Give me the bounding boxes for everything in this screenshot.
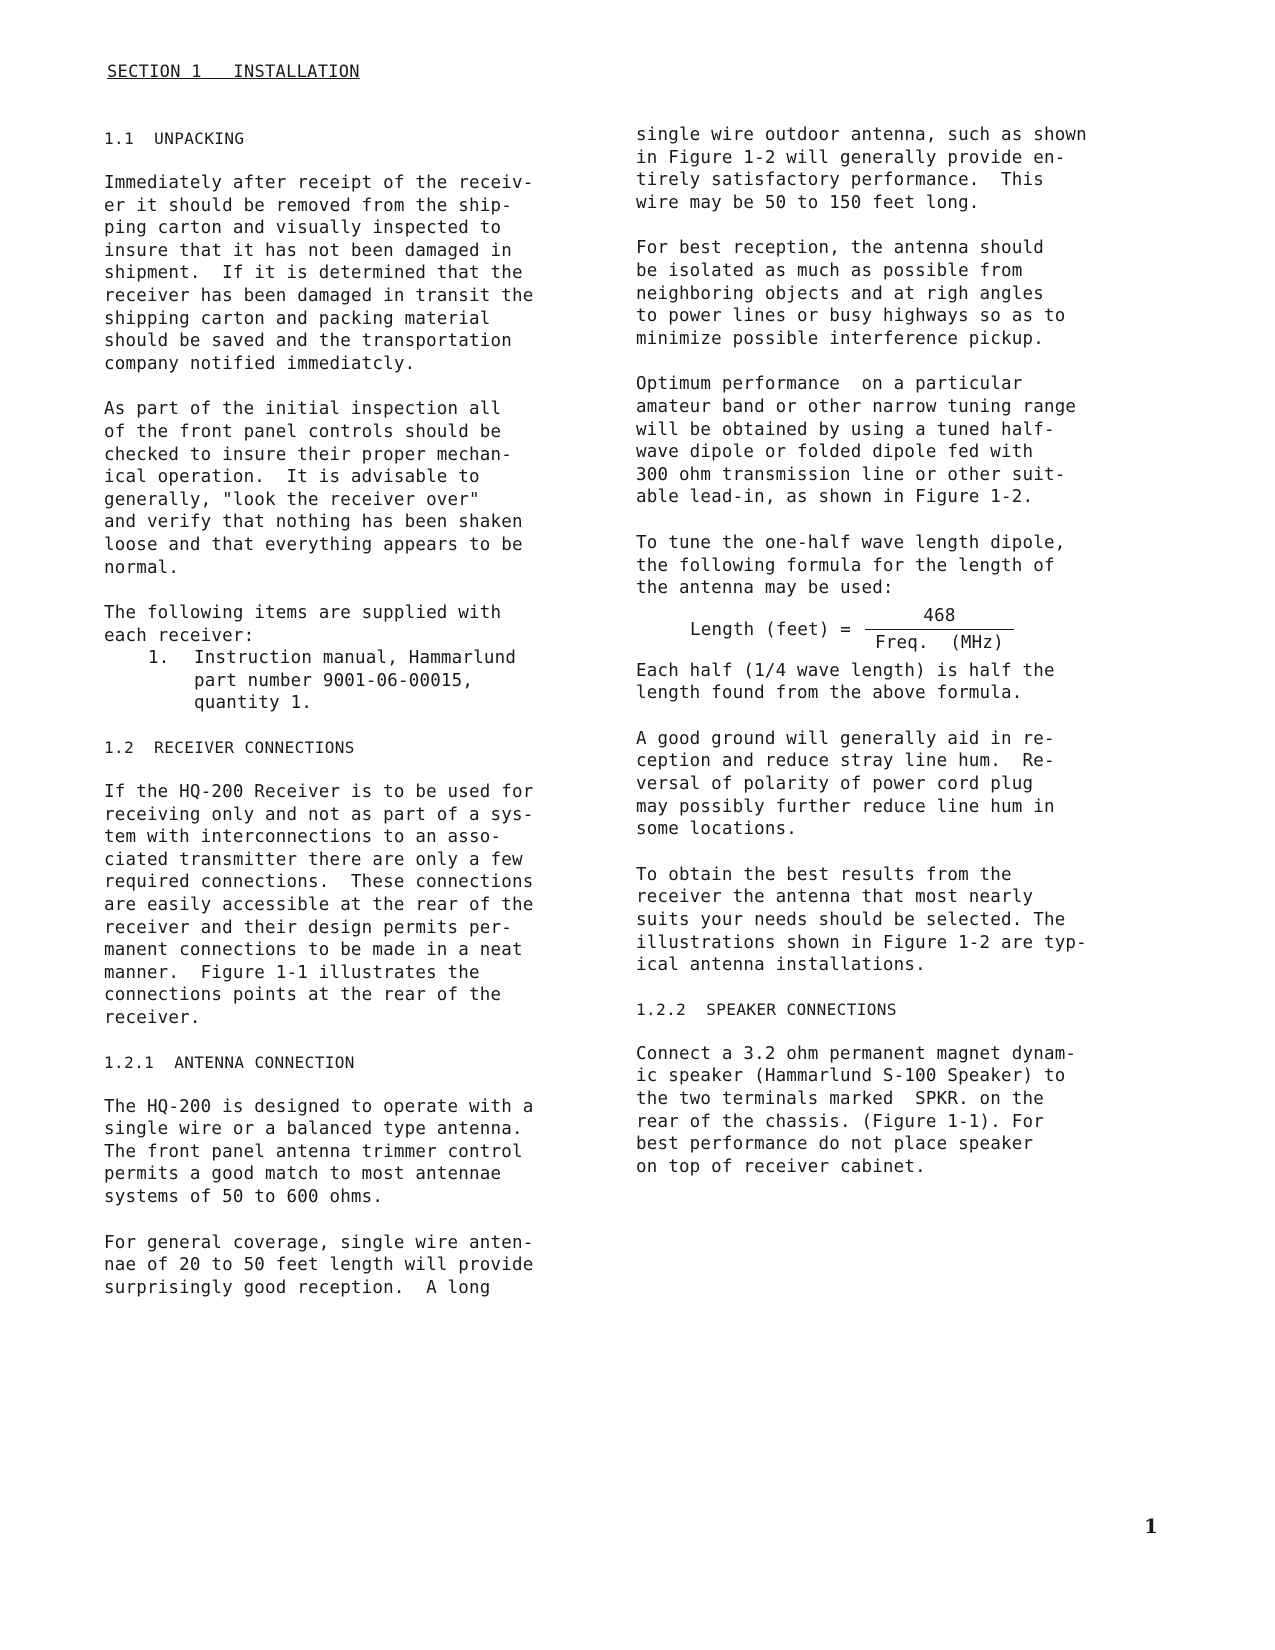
text-line: The front panel antenna trimmer control — [104, 1141, 523, 1162]
text-line: able lead-in, as shown in Figure 1-2. — [636, 487, 1034, 508]
text-line: ical antenna installations. — [636, 955, 926, 976]
text-line: checked to insure their proper mechan- — [104, 444, 512, 465]
text-line: For general coverage, single wire anten- — [104, 1232, 534, 1253]
text-line: each receiver: — [104, 625, 255, 646]
paragraph-right-3 — [636, 373, 1176, 509]
text-line: quantity 1. — [194, 693, 313, 714]
text-line: the antenna may be used: — [636, 578, 894, 599]
heading-speaker-connections: 1.2.2 SPEAKER CONNECTIONS — [636, 999, 897, 1019]
text-line: are easily accessible at the rear of the — [104, 895, 534, 916]
text-line: 300 ohm transmission line or other suit- — [636, 464, 1066, 485]
length-formula — [690, 600, 1176, 660]
paragraph-unpacking-1 — [104, 172, 644, 375]
text-line: should be saved and the transportation — [104, 331, 512, 352]
text-line: receiver the antenna that most nearly — [636, 887, 1034, 908]
text-line: best performance do not place speaker — [636, 1134, 1034, 1155]
text-line: ical operation. It is advisable to — [104, 467, 480, 488]
paragraph-right-7 — [636, 864, 1176, 977]
text-line: To obtain the best results from the — [636, 864, 1012, 885]
text-line: nae of 20 to 50 feet length will provide — [104, 1255, 534, 1276]
text-line: suits your needs should be selected. The — [636, 910, 1066, 931]
text-line: ciated transmitter there are only a few — [104, 849, 523, 870]
paragraph-right-6 — [636, 728, 1176, 841]
text-line: Immediately after receipt of the receiv- — [104, 173, 534, 193]
text-line: The following items are supplied with — [104, 603, 502, 624]
text-line: required connections. These connections — [104, 872, 534, 893]
paragraph-right-5 — [636, 660, 1176, 705]
text-line: to power lines or busy highways so as to — [636, 306, 1066, 327]
text-line: normal. — [104, 557, 180, 578]
text-line: receiver. — [104, 1008, 201, 1028]
section-title: SECTION 1 INSTALLATION — [107, 62, 360, 82]
text-line: shipping carton and packing material — [104, 308, 491, 329]
text-line: surprisingly good reception. A long — [104, 1277, 491, 1298]
text-line: wire may be 50 to 150 feet long. — [636, 192, 980, 213]
text-line: A good ground will generally aid in re- — [636, 728, 1055, 749]
formula-fraction — [865, 606, 1014, 653]
heading-antenna-connection: 1.2.1 ANTENNA CONNECTION — [104, 1052, 355, 1072]
text-line: The HQ-200 is designed to operate with a — [104, 1096, 534, 1117]
text-line: the following formula for the length of — [636, 555, 1055, 576]
text-line: Instruction manual, Hammarlund — [194, 648, 517, 669]
text-line: If the HQ-200 Receiver is to be used for — [104, 782, 534, 803]
text-line: tem with interconnections to an asso- — [104, 827, 502, 848]
text-line: wave dipole or folded dipole fed with — [636, 442, 1034, 463]
text-line: er it should be removed from the ship- — [104, 195, 512, 216]
text-line: connections points at the rear of the — [104, 985, 502, 1006]
list-item-number: 1. — [148, 648, 170, 669]
text-line: systems of 50 to 600 ohms. — [104, 1186, 384, 1207]
text-line: minimize possible interference pickup. — [636, 328, 1044, 349]
text-line: manner. Figure 1-1 illustrates the — [104, 962, 480, 983]
text-line: company notified immediatcly. — [104, 353, 416, 374]
text-line: some locations. — [636, 819, 798, 840]
paragraph-unpacking-2 — [104, 398, 644, 579]
text-line: tirely satisfactory performance. This — [636, 170, 1044, 191]
paragraph-receiver-connections — [104, 781, 644, 1030]
text-line: Optimum performance on a particular — [636, 374, 1023, 395]
text-line: ic speaker (Hammarlund S-100 Speaker) to — [636, 1066, 1066, 1087]
paragraph-antenna-connection-1 — [104, 1096, 644, 1209]
text-line: For best reception, the antenna should — [636, 238, 1044, 259]
heading-unpacking: 1.1 UNPACKING — [104, 129, 245, 148]
paragraph-speaker-connections — [636, 1043, 1176, 1179]
page-number: 1 — [1144, 1514, 1158, 1538]
text-line: receiver has been damaged in transit the — [104, 285, 534, 306]
text-line: permits a good match to most antennae — [104, 1164, 502, 1185]
text-line: neighboring objects and at righ angles — [636, 283, 1044, 304]
text-line: ception and reduce stray line hum. Re- — [636, 751, 1055, 772]
text-line: Each half (1/4 wave length) is half the — [636, 660, 1055, 681]
paragraph-right-4 — [636, 532, 1176, 600]
formula-denominator: Freq. (MHz) — [865, 629, 1014, 653]
text-line: of the front panel controls should be — [104, 421, 502, 442]
list-item — [104, 647, 644, 715]
text-line: on top of receiver cabinet. — [636, 1156, 926, 1177]
paragraph-right-1 — [636, 124, 1176, 214]
text-line: be isolated as much as possible from — [636, 260, 1023, 281]
text-line: manent connections to be made in a neat — [104, 940, 523, 961]
text-line: illustrations shown in Figure 1-2 are typ- — [636, 932, 1087, 953]
text-line: and verify that nothing has been shaken — [104, 512, 523, 533]
text-line: will be obtained by using a tuned half- — [636, 419, 1055, 440]
text-line: part number 9001-06-00015, — [194, 670, 474, 691]
paragraph-unpacking-3 — [104, 602, 644, 647]
text-line: loose and that everything appears to be — [104, 534, 523, 555]
text-line: ping carton and visually inspected to — [104, 218, 502, 239]
text-line: receiver and their design permits per- — [104, 917, 512, 938]
text-line: single wire or a balanced type antenna. — [104, 1119, 523, 1140]
paragraph-right-2 — [636, 237, 1176, 350]
text-line: amateur band or other narrow tuning range — [636, 396, 1077, 417]
text-line: versal of polarity of power cord plug — [636, 774, 1034, 795]
formula-numerator: 468 — [923, 606, 956, 627]
left-column — [104, 128, 644, 1299]
text-line: insure that it has not been damaged in — [104, 240, 512, 261]
text-line: in Figure 1-2 will generally provide en- — [636, 147, 1066, 168]
list-item-text — [194, 647, 516, 715]
text-line: shipment. If it is determined that the — [104, 263, 523, 284]
heading-receiver-connections: 1.2 RECEIVER CONNECTIONS — [104, 738, 355, 758]
paragraph-antenna-connection-2 — [104, 1232, 644, 1300]
text-line: single wire outdoor antenna, such as shown — [636, 125, 1087, 145]
text-line: the two terminals marked SPKR. on the — [636, 1089, 1044, 1109]
text-line: To tune the one-half wave length dipole, — [636, 532, 1066, 553]
text-line: rear of the chassis. (Figure 1-1). For — [636, 1111, 1044, 1132]
text-line: length found from the above formula. — [636, 683, 1023, 704]
formula-lhs: Length (feet) = — [690, 619, 852, 640]
text-line: receiving only and not as part of a sys- — [104, 804, 534, 825]
text-line: may possibly further reduce line hum in — [636, 796, 1055, 817]
text-line: As part of the initial inspection all — [104, 399, 502, 420]
right-column — [636, 124, 1176, 1178]
text-line: generally, "look the receiver over" — [104, 489, 480, 510]
text-line: Connect a 3.2 ohm permanent magnet dynam- — [636, 1043, 1077, 1064]
